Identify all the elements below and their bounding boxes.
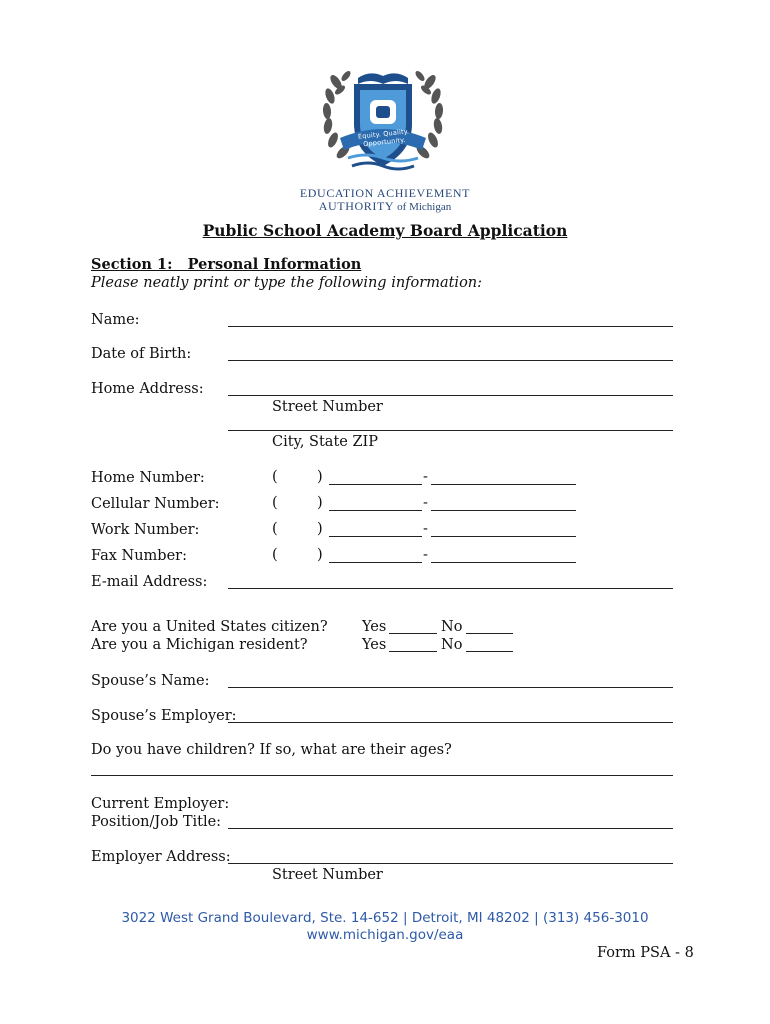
cellular-number-close-paren: ) [317,495,323,511]
children-question: Do you have children? If so, what are their ages? [91,742,452,758]
fax-number-label: Fax Number: [91,548,187,564]
dob-field[interactable] [228,360,673,361]
work-number-label: Work Number: [91,522,200,538]
city-state-zip-caption: City, State ZIP [272,434,379,450]
citizen-yes-field[interactable] [389,633,437,634]
form-id: Form PSA - 8 [597,945,694,961]
home-address-label: Home Address: [91,381,204,397]
employer-street-number-caption: Street Number [272,867,383,883]
home-city-field[interactable] [228,430,673,431]
employer-position-field[interactable] [228,828,673,829]
work-number-line-field[interactable] [431,536,576,537]
home-number-label: Home Number: [91,470,205,486]
dob-label: Date of Birth: [91,346,192,362]
section-instruction: Please neatly print or type the following information: [91,275,483,291]
resident-no-field[interactable] [466,651,513,652]
work-number-dash: - [423,521,428,537]
employer-address-label: Employer Address: [91,849,231,865]
spouse-name-field[interactable] [228,687,673,688]
home-number-open-paren: ( [272,469,278,485]
org-name-line1: EDUCATION ACHIEVEMENT [299,186,471,200]
home-number-line-field[interactable] [431,484,576,485]
section-number: Section 1: [91,256,173,273]
children-field[interactable] [91,775,673,776]
street-number-caption: Street Number [272,399,383,415]
spouse-employer-label: Spouse’s Employer: [91,708,237,724]
book-icon [358,73,408,84]
name-field[interactable] [228,326,673,327]
footer-address: 3022 West Grand Boulevard, Ste. 14-652 | Detroit, MI 48202 | (313) 456-3010 [121,910,649,926]
employer-street-field[interactable] [228,863,673,864]
resident-yes-label: Yes [362,637,387,653]
org-name-line2 [0,199,770,214]
name-label: Name: [91,312,140,328]
eaa-seal-logo [318,54,448,184]
cellular-number-line-field[interactable] [431,510,576,511]
spouse-name-label: Spouse’s Name: [91,673,210,689]
cellular-number-dash: - [423,495,428,511]
org-authority: AUTHORITY [318,199,395,213]
section-name: Personal Information [187,256,362,273]
work-number-prefix-field[interactable] [329,536,422,537]
cellular-number-label: Cellular Number: [91,496,220,512]
fax-number-dash: - [423,547,428,563]
cellular-number-prefix-field[interactable] [329,510,422,511]
home-number-dash: - [423,469,428,485]
citizen-no-field[interactable] [466,633,513,634]
org-of-michigan: of Michigan [397,201,452,213]
work-number-close-paren: ) [317,521,323,537]
current-employer-label: Current Employer: [91,796,230,812]
email-label: E-mail Address: [91,574,208,590]
fax-number-prefix-field[interactable] [329,562,422,563]
citizen-yes-label: Yes [362,619,387,635]
resident-question: Are you a Michigan resident? [91,637,308,653]
work-number-open-paren: ( [272,521,278,537]
cellular-number-open-paren: ( [272,495,278,511]
logo-ribbon-text: Equity. Quality. Opportunity. [357,127,410,149]
citizen-question: Are you a United States citizen? [91,619,328,635]
fax-number-open-paren: ( [272,547,278,563]
home-number-close-paren: ) [317,469,323,485]
footer-url[interactable]: www.michigan.gov/eaa [306,927,464,943]
citizen-no-label: No [441,619,463,635]
spouse-employer-field[interactable] [228,722,673,723]
fax-number-line-field[interactable] [431,562,576,563]
position-label: Position/Job Title: [91,814,222,830]
resident-yes-field[interactable] [389,651,437,652]
home-street-field[interactable] [228,395,673,396]
home-number-prefix-field[interactable] [329,484,422,485]
fax-number-close-paren: ) [317,547,323,563]
email-field[interactable] [228,588,673,589]
resident-no-label: No [441,637,463,653]
page-title: Public School Academy Board Application [202,221,568,240]
section-heading [91,256,361,274]
